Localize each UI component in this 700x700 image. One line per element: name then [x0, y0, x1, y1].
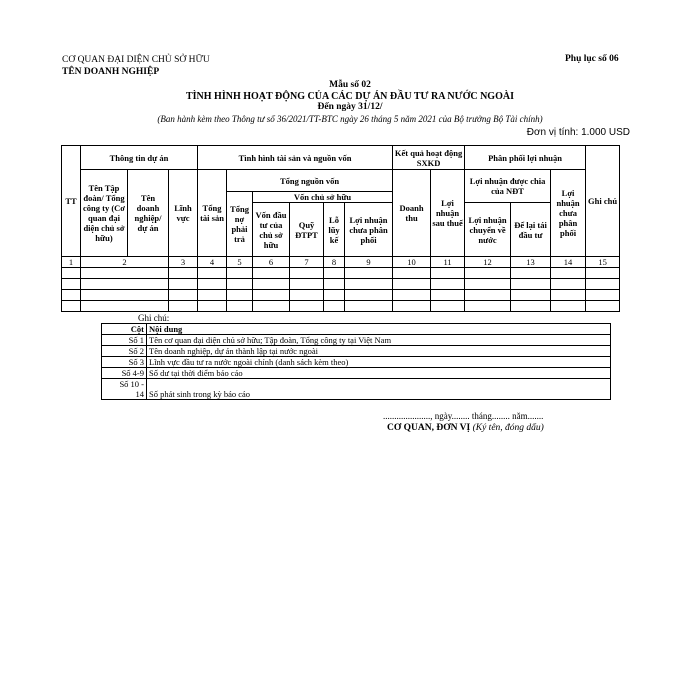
col-revenue: Doanh thu	[393, 170, 431, 257]
list-item	[102, 368, 611, 379]
note-col	[102, 379, 147, 400]
table-row	[62, 290, 620, 301]
notes-header-row	[102, 324, 611, 335]
col-corp-name: Tên Tập đoàn/ Tổng công ty (Cơ quan đại diện chủ sở hữu)	[81, 170, 128, 257]
col-profit-to-vietnam: Lợi nhuận chuyển về nước	[465, 203, 511, 257]
col-reinvestment: Để lại tái đầu tư	[511, 203, 551, 257]
column-number: 2	[81, 257, 169, 268]
group-project-info: Thông tin dự án	[81, 146, 198, 170]
header-left	[62, 54, 210, 78]
list-item	[102, 335, 611, 346]
column-number: 9	[345, 257, 393, 268]
notes-table	[101, 323, 611, 400]
table-row	[62, 301, 620, 312]
col-retained-earnings: Lợi nhuận chưa phân phối	[345, 203, 393, 257]
notes-title: Ghi chú:	[138, 313, 170, 323]
column-number: 13	[511, 257, 551, 268]
col-dev-fund: Quỹ ĐTPT	[290, 203, 324, 257]
column-number: 6	[253, 257, 290, 268]
report-title: TÌNH HÌNH HOẠT ĐỘNG CỦA CÁC DỰ ÁN ĐẦU TƯ RA NƯỚC NGOÀI	[186, 91, 514, 102]
note-col: Số 3	[102, 357, 147, 368]
note-col: Số 1	[102, 335, 147, 346]
table-row	[62, 279, 620, 290]
list-item	[102, 357, 611, 368]
table-row	[62, 268, 620, 279]
signer-note: (Ký tên, đóng dấu)	[472, 423, 544, 433]
col-notes: Ghi chú	[586, 146, 620, 257]
column-number-row	[62, 257, 620, 268]
column-number: 8	[324, 257, 345, 268]
note-col: Số 2	[102, 346, 147, 357]
group-assets-capital: Tình hình tài sản và nguồn vốn	[198, 146, 393, 170]
agency-name: CƠ QUAN ĐẠI DIỆN CHỦ SỞ HỮU	[62, 55, 210, 65]
col-total-capital: Tổng nguồn vốn	[227, 170, 393, 192]
note-content: Tên doanh nghiệp, dự án thành lập tại nước ngoài	[147, 346, 611, 357]
list-item	[102, 379, 611, 400]
column-number: 15	[586, 257, 620, 268]
col-accumulated-loss: Lỗ lũy kế	[324, 203, 345, 257]
column-number: 4	[198, 257, 227, 268]
note-content: Số phát sinh trong kỳ báo cáo	[147, 379, 611, 400]
column-number: 5	[227, 257, 253, 268]
col-undistributed-profit: Lợi nhuận chưa phân phối	[551, 170, 586, 257]
note-content: Tên cơ quan đại diện chủ sở hữu; Tập đoàn, Tổng công ty tại Việt Nam	[147, 335, 611, 346]
group-business-results: Kết quả hoạt động SXKD	[393, 146, 465, 170]
column-number: 14	[551, 257, 586, 268]
col-field: Lĩnh vực	[169, 170, 198, 257]
col-owner-equity: Vốn chủ sở hữu	[253, 192, 393, 203]
note-col-line: 14	[135, 389, 144, 399]
list-item	[102, 346, 611, 357]
note-col: Số 4-9	[102, 368, 147, 379]
note-col-line: Số 10 -	[119, 379, 144, 389]
col-total-assets: Tổng tài sản	[198, 170, 227, 257]
date-line: ....................., ngày........ tháng........ năm.......	[383, 411, 544, 421]
form-number: Mẫu số 02	[329, 80, 371, 90]
signature-block	[387, 423, 544, 433]
column-number: 10	[393, 257, 431, 268]
col-tt: TT	[62, 146, 81, 257]
note-content: Số dư tại thời điểm báo cáo	[147, 368, 611, 379]
column-number: 11	[431, 257, 465, 268]
enterprise-name: TÊN DOANH NGHIỆP	[62, 67, 160, 77]
note-content: Lĩnh vực đầu tư ra nước ngoài chính (danh sách kèm theo)	[147, 357, 611, 368]
column-number: 3	[169, 257, 198, 268]
column-number: 12	[465, 257, 511, 268]
appendix-label: Phụ lục số 06	[565, 54, 619, 64]
notes-header-col: Cột	[102, 324, 147, 335]
col-enterprise-name: Tên doanh nghiệp/ dự án	[128, 170, 169, 257]
col-net-profit: Lợi nhuận sau thuế	[431, 170, 465, 257]
report-table	[61, 145, 620, 312]
issued-note: (Ban hành kèm theo Thông tư số 36/2021/TT-BTC ngày 26 tháng 5 năm 2021 của Bộ trưởng Bộ Tài chính)	[157, 114, 543, 124]
report-date: Đến ngày 31/12/	[317, 102, 383, 112]
group-profit-distribution: Phân phối lợi nhuận	[465, 146, 586, 170]
column-number: 7	[290, 257, 324, 268]
col-profit-transferred: Lợi nhuận được chia của NĐT	[465, 170, 551, 203]
col-payables: Tổng nợ phải trả	[227, 192, 253, 257]
notes-header-content: Nội dung	[147, 324, 611, 335]
signer-label: CƠ QUAN, ĐƠN VỊ	[387, 423, 471, 433]
column-number: 1	[62, 257, 81, 268]
unit-label: Đơn vị tính: 1.000 USD	[526, 127, 630, 138]
col-owner-investment: Vốn đầu tư của chủ sở hữu	[253, 203, 290, 257]
